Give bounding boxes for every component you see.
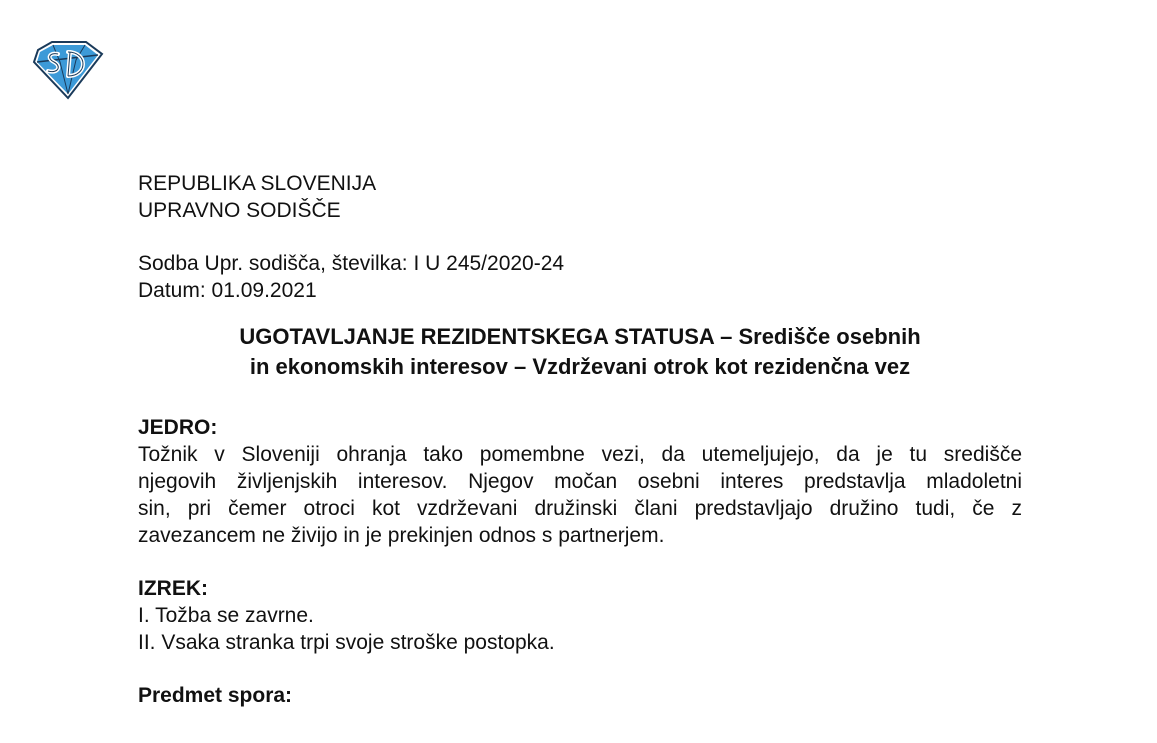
document-body xyxy=(138,170,1022,709)
predmet-heading: Predmet spora: xyxy=(138,684,293,707)
title-line: in ekonomskih interesov – Vzdrževani otrok kot rezidenčna vez xyxy=(249,354,911,379)
paragraph-line: zavezancem ne živijo in je prekinjen odnos s partnerjem. xyxy=(138,524,665,547)
case-date: Datum: 01.09.2021 xyxy=(138,279,317,302)
jedro-heading: JEDRO: xyxy=(138,416,218,439)
court-logo-icon xyxy=(30,40,106,100)
court-name: UPRAVNO SODIŠČE xyxy=(138,199,341,222)
paragraph-line: sin, pri čemer otroci kot vzdrževani družinski člani predstavljajo družino tudi, če z xyxy=(138,497,1022,520)
court-country: REPUBLIKA SLOVENIJA xyxy=(138,172,377,195)
izrek-item: II. Vsaka stranka trpi svoje stroške postopka. xyxy=(138,631,555,654)
izrek-heading: IZREK: xyxy=(138,577,208,600)
document-title xyxy=(138,322,1022,382)
izrek-item: I. Tožba se zavrne. xyxy=(138,604,314,627)
jedro-paragraph xyxy=(138,441,1022,549)
paragraph-line: Tožnik v Sloveniji ohranja tako pomembne vezi, da utemeljujejo, da je tu središče xyxy=(138,443,1022,466)
paragraph-line: njegovih življenjskih interesov. Njegov močan osebni interes predstavlja mladoletni xyxy=(138,470,1022,493)
title-line: UGOTAVLJANJE REZIDENTSKEGA STATUSA – Središče osebnih xyxy=(239,324,921,349)
case-number: Sodba Upr. sodišča, številka: I U 245/2020-24 xyxy=(138,252,565,275)
